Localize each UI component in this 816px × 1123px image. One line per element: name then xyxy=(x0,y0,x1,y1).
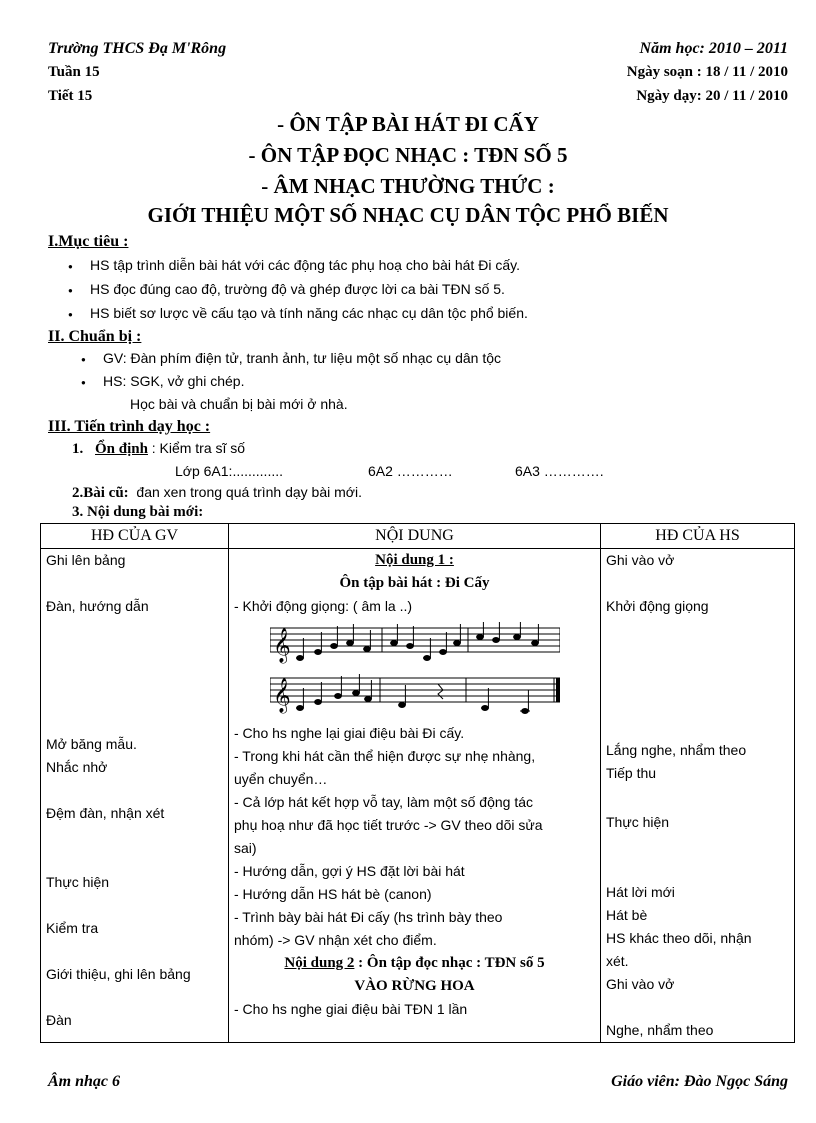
gv-item: Giới thiệu, ghi lên bảng xyxy=(46,966,191,982)
content-column xyxy=(229,549,601,1043)
hs-item: Hát lời mới xyxy=(606,884,675,900)
table-header-row xyxy=(41,524,795,549)
teacher-activities xyxy=(41,549,229,1043)
gv-item: Đàn xyxy=(46,1012,72,1028)
student-activities xyxy=(601,549,795,1043)
hs-item: Thực hiện xyxy=(606,814,670,830)
section-preparation-heading: II. Chuẩn bị : xyxy=(48,328,142,345)
warmup-text: - Khởi động giọng: ( âm la ..) xyxy=(234,598,413,614)
content-line: - Trong khi hát cần thể hiện được sự nhẹ nhàng, xyxy=(234,748,536,764)
content-line: - Cả lớp hát kết hợp vỗ tay, làm một số động tác xyxy=(234,794,534,810)
gv-item: Thực hiện xyxy=(46,874,110,890)
hs-item: Ghi vào vở xyxy=(606,552,675,568)
objective-item: ● HS đọc đúng cao độ, trường độ và ghép được lời ca bài TĐN số 5. xyxy=(90,281,505,297)
title-line-1: - ÔN TẬP BÀI HÁT ĐI CẤY xyxy=(277,112,539,136)
hs-item: HS khác theo dõi, nhận xyxy=(606,930,752,946)
teach-date: Ngày dạy: 20 / 11 / 2010 xyxy=(636,88,788,104)
step1-title: Ổn định xyxy=(95,441,148,457)
header-hs: HĐ CỦA HS xyxy=(601,524,795,549)
title-line-2: - ÔN TẬP ĐỌC NHẠC : TĐN SỐ 5 xyxy=(248,143,568,167)
content-line: nhóm) -> GV nhận xét cho điểm. xyxy=(234,932,437,948)
period: Tiết 15 xyxy=(48,88,93,104)
content-1-subtitle: Ôn tập bài hát : Đi Cấy xyxy=(339,575,490,591)
header-content: NỘI DUNG xyxy=(229,524,601,549)
header-gv: HĐ CỦA GV xyxy=(41,524,229,549)
lesson-table xyxy=(40,523,795,1043)
content-line: - Cho hs nghe lại giai điệu bài Đi cấy. xyxy=(234,725,465,741)
hs-item: Hát bè xyxy=(606,907,648,923)
hs-item: Ghi vào vở xyxy=(606,976,675,992)
footer-subject: Âm nhạc 6 xyxy=(48,1073,121,1090)
hs-item: xét. xyxy=(606,953,629,969)
content-1-title: Nội dung 1 : xyxy=(375,552,454,568)
music-staff-2 xyxy=(270,670,560,718)
gv-item: Kiểm tra xyxy=(46,920,99,936)
prep-date: Ngày soạn : 18 / 11 / 2010 xyxy=(626,64,788,80)
content-line: - Cho hs nghe giai điệu bài TĐN 1 lần xyxy=(234,1001,468,1017)
step2-text: đan xen trong quá trình dạy bài mới. xyxy=(136,484,362,500)
step3-title: 3. Nội dung bài mới: xyxy=(72,504,204,520)
content-2-label: Nội dung 2 xyxy=(284,955,355,971)
content-line: - Hướng dẫn HS hát bè (canon) xyxy=(234,886,432,902)
school-name: Trường THCS Đạ M'Rông xyxy=(48,40,227,57)
treble-clef-icon: 𝄞 xyxy=(273,628,291,663)
gv-item: Đàn, hướng dẫn xyxy=(46,598,149,614)
treble-clef-icon: 𝄞 xyxy=(273,678,291,713)
class-6a2: 6A2 ………… xyxy=(368,463,453,479)
content-2-text: : Ôn tập đọc nhạc : TĐN số 5 xyxy=(358,955,545,971)
hs-item: Nghe, nhẩm theo xyxy=(606,1022,714,1038)
preparation-item: ● GV: Đàn phím điện tử, tranh ảnh, tư liệu một số nhạc cụ dân tộc xyxy=(103,350,501,366)
hs-item: Lắng nghe, nhẩm theo xyxy=(606,742,747,758)
preparation-item: ● HS: SGK, vở ghi chép. xyxy=(103,373,244,389)
step1-number: 1. xyxy=(72,441,84,457)
footer-teacher: Giáo viên: Đào Ngọc Sáng xyxy=(611,1073,788,1090)
title-line-4: GIỚI THIỆU MỘT SỐ NHẠC CỤ DÂN TỘC PHỔ BIẾN xyxy=(147,203,669,227)
school-year: Năm học: 2010 – 2011 xyxy=(639,40,788,57)
gv-item: Ghi lên bảng xyxy=(46,552,126,568)
hs-item: Khởi động giọng xyxy=(606,598,709,614)
content-2-subtitle: VÀO RỪNG HOA xyxy=(354,978,475,994)
class-6a1: Lớp 6A1:............. xyxy=(175,463,284,479)
content-line: - Trình bày bài hát Đi cấy (hs trình bày theo xyxy=(234,909,503,925)
preparation-extra: Học bài và chuẩn bị bài mới ở nhà. xyxy=(130,396,348,412)
step1 xyxy=(72,440,245,458)
week: Tuần 15 xyxy=(48,64,100,80)
gv-item: Nhắc nhở xyxy=(46,759,108,775)
step2-title: 2.Bài cũ: xyxy=(72,485,129,501)
table-row xyxy=(41,549,795,1043)
content-line: uyển chuyển… xyxy=(234,771,328,787)
music-staff-1 xyxy=(270,622,560,666)
class-6a3: 6A3 …………. xyxy=(515,463,604,479)
content-line: phụ hoạ như đã học tiết trước -> GV theo dõi sửa xyxy=(234,817,543,833)
section-objectives-heading: I.Mục tiêu : xyxy=(48,233,129,250)
objective-item: ● HS biết sơ lược về cấu tạo và tính năng các nhạc cụ dân tộc phổ biến. xyxy=(90,305,528,321)
content-line: - Hướng dẫn, gợi ý HS đặt lời bài hát xyxy=(234,863,465,879)
objective-item: ● HS tập trình diễn bài hát với các động tác phụ hoạ cho bài hát Đi cấy. xyxy=(90,257,520,273)
hs-item: Tiếp thu xyxy=(606,765,657,781)
gv-item: Đệm đàn, nhận xét xyxy=(46,805,165,821)
content-line: sai) xyxy=(234,840,257,856)
section-process-heading: III. Tiến trình dạy học : xyxy=(48,418,211,435)
content-2-title xyxy=(234,952,595,975)
gv-item: Mở băng mẫu. xyxy=(46,736,137,752)
step2 xyxy=(72,484,362,502)
title-line-3: - ÂM NHẠC THƯỜNG THỨC : xyxy=(261,174,555,198)
step1-text: : Kiểm tra sĩ số xyxy=(151,440,246,456)
